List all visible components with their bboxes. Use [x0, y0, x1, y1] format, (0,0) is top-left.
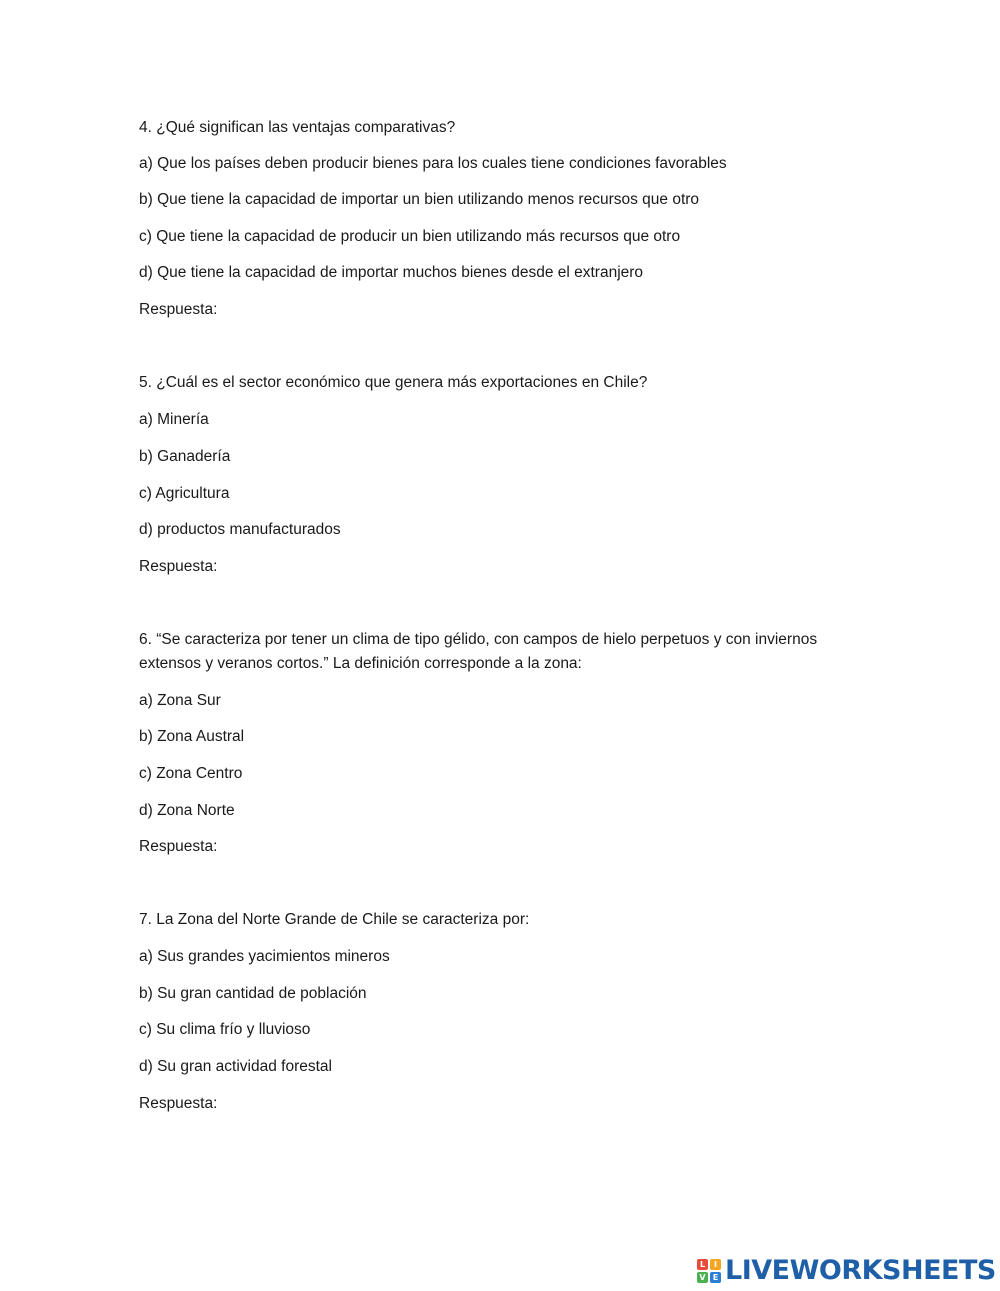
- liveworksheets-logo: [697, 1254, 996, 1288]
- logo-tile-i: I: [710, 1259, 721, 1270]
- question-6-option-b: b) Zona Austral: [139, 728, 245, 745]
- question-4-option-a: a) Que los países deben producir bienes para los cuales tiene condiciones favorables: [139, 155, 727, 172]
- question-7-prompt: 7. La Zona del Norte Grande de Chile se caracteriza por:: [139, 911, 530, 928]
- question-4-prompt: 4. ¿Qué significan las ventajas comparativas?: [139, 119, 456, 136]
- question-5-option-b: b) Ganadería: [139, 448, 231, 465]
- question-7-option-b: b) Su gran cantidad de población: [139, 985, 367, 1002]
- question-4-option-b: b) Que tiene la capacidad de importar un bien utilizando menos recursos que otro: [139, 191, 700, 208]
- question-7-option-c: c) Su clima frío y lluvioso: [139, 1021, 311, 1038]
- question-6-option-c: c) Zona Centro: [139, 765, 243, 782]
- question-4-option-c: c) Que tiene la capacidad de producir un bien utilizando más recursos que otro: [139, 228, 681, 245]
- question-4-answer-label: Respuesta:: [139, 301, 218, 318]
- question-5-answer-label: Respuesta:: [139, 558, 218, 575]
- question-6-prompt-line-1: 6. “Se caracteriza por tener un clima de tipo gélido, con campos de hielo perpetuos y con inviernos: [139, 631, 818, 648]
- logo-tile-v: V: [697, 1272, 708, 1283]
- question-5-option-a: a) Minería: [139, 411, 209, 428]
- question-5-option-c: c) Agricultura: [139, 485, 230, 502]
- question-6-prompt-line-2: extensos y veranos cortos.” La definición corresponde a la zona:: [139, 655, 582, 672]
- logo-text: LIVEWORKSHEETS: [725, 1255, 996, 1286]
- logo-tiles-icon: [697, 1259, 721, 1283]
- question-5-option-d: d) productos manufacturados: [139, 521, 341, 538]
- logo-tile-l: L: [697, 1259, 708, 1270]
- question-6-answer-label: Respuesta:: [139, 838, 218, 855]
- question-6-option-d: d) Zona Norte: [139, 802, 235, 819]
- question-7-option-a: a) Sus grandes yacimientos mineros: [139, 948, 390, 965]
- logo-tile-e: E: [710, 1272, 721, 1283]
- question-7-answer-label: Respuesta:: [139, 1095, 218, 1112]
- question-6-option-a: a) Zona Sur: [139, 692, 221, 709]
- question-5-prompt: 5. ¿Cuál es el sector económico que genera más exportaciones en Chile?: [139, 374, 648, 391]
- question-4-option-d: d) Que tiene la capacidad de importar muchos bienes desde el extranjero: [139, 264, 644, 281]
- question-7-option-d: d) Su gran actividad forestal: [139, 1058, 332, 1075]
